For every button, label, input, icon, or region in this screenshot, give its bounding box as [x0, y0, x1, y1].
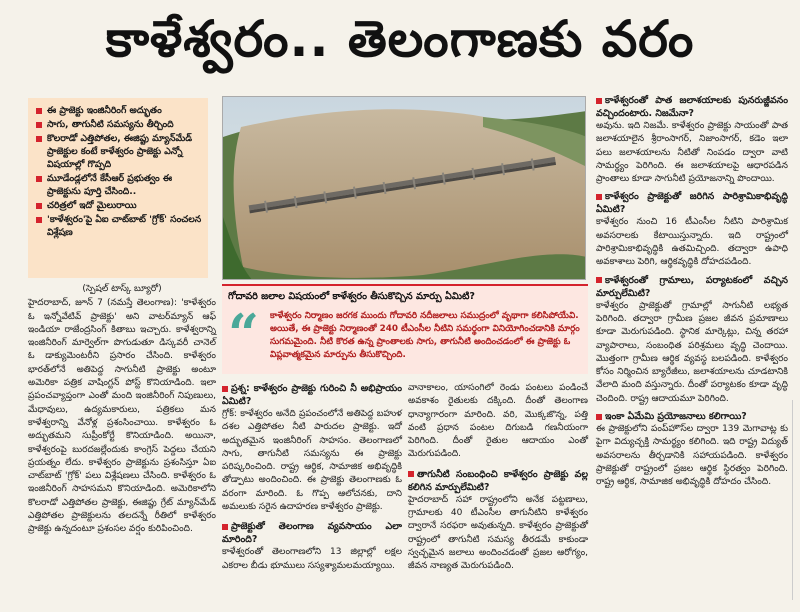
article-column-right [596, 94, 788, 494]
page-edge [792, 400, 800, 600]
question [222, 520, 402, 546]
qa-block [596, 94, 788, 186]
question-text: ప్రాజెక్టుతో తెలంగాణ వ్యవసాయం ఎలా మారింది? [222, 521, 402, 546]
answer: కాళేశ్వరంతో తెలంగాణలోని 13 జిల్లాల్లో లక్షల ఎకరాల బీడు భూములు సస్యశ్యామలమయ్యాయి. [222, 547, 402, 571]
qa-block [596, 410, 788, 489]
answer: ఈ ప్రాజెక్టులోని పంప్‌హౌస్‌ల ద్వారా 139 మెగావాట్ల కు పైగా విద్యుచ్ఛక్తి సామర్థ్యం కలిగింది. ఇది రాష్ట్ర విద్యుత్ అవసరాలను తీర్చడానికి సహాయపడింది. కాళేశ్వరం ప్రాజెక్టుతో రాష్ట్రంలో ప్రజల ఆర్థిక స్థిరత్వం పెరిగింది. రాష్ట్ర ఆర్థిక, సామాజిక అభివృద్ధికి దోహదం చేసింది. [596, 424, 788, 488]
square-bullet-icon [596, 194, 602, 200]
question-text: తాగునీటి సంబంధించి కాళేశ్వరం ప్రాజెక్టు వల్ల కలిగిన మార్పులేమిటి? [408, 468, 588, 493]
byline: (స్పెషల్ టాస్క్ బ్యూరో) [82, 284, 162, 294]
highlight-text: చరిత్రలో ఇదో మైలురాయి [47, 200, 137, 211]
highlights-box [28, 98, 208, 278]
question-text: ఇంకా ఏమేమి ప్రయోజనాలు కలిగాయి? [605, 411, 747, 423]
square-bullet-icon [596, 277, 602, 283]
highlight-item [36, 199, 202, 212]
answer: గ్రోక్: కాళేశ్వరం అనేది ప్రపంచంలోనే అతిపెద్ద బహుళ దశల ఎత్తిపోతల నీటి పారుదల ప్రాజెక్టు. ఇదో అద్భుతమైన ఇంజినీరింగ్ సాహసం. తెలంగాణలో సాగు, తాగునీటి సమస్యను ఈ ప్రాజెక్టు పరిష్కరించింది. రాష్ట్ర ఆర్థిక, సామాజిక అభివృద్ధికి తోడ్పాటు అందించింది. ఈ ప్రాజెక్టు తెలంగాణకు ఓ వరంగా మారింది. ఓ గొప్ప ఆలోచనకు, దాని అమలుకు సరైన ఉదాహరణ కాళేశ్వరం ప్రాజెక్టు. [222, 409, 402, 513]
question [596, 410, 788, 423]
question-text: కాళేశ్వరంతో గ్రామాలు, పర్యాటకంలో వచ్చిన మార్పులేమిటి? [596, 274, 788, 299]
article-column-qa-1 [222, 382, 402, 579]
highlight-item [36, 213, 202, 239]
pull-quote-text: కాళేశ్వరం నిర్మాణం జరగక ముందు గోదావరి నదీజలాలు సముద్రంలో వృథాగా కలిసిపోయేవి. అయితే, ఈ ప్రాజెక్టు నిర్మాణంతో 240 టీఎంసీల నీటిని సమర్థంగా వినియోగించడానికి మార్గం సుగమమైంది. నీటి కొరత ఉన్న ప్రాంతాలకు సాగు, తాగునీటి అందించడంలో ఈ ప్రాజెక్టు ఓ విప్లవాత్మకమైన మార్పును తీసుకొచ్చింది. [270, 311, 580, 360]
highlight-text: కొలరాడో ఎత్తిపోతల, ఈజిప్టు మ్యాన్‌మేడ్ ప్రాజెక్టుల కంటే కాళేశ్వరం ప్రాజెక్టు ఎన్నో విషయాల్లో గొప్పది [47, 133, 192, 170]
square-bullet-icon [408, 471, 414, 477]
highlight-text: మూడేండ్లలోనే కేసీఆర్ ప్రభుత్వం ఈ ప్రాజెక్టును పూర్తి చేసింది.. [47, 173, 172, 197]
square-bullet-icon [36, 122, 42, 128]
highlight-item [36, 172, 202, 198]
answer: కాళేశ్వరం నుంచి 16 టీఎంసీల నీటిని పారిశ్రామిక అవసరాలకు కేటాయిస్తున్నారు. ఇది రాష్ట్రంలో పారిశ్రామికాభివృద్ధికి ఉతమిచ్చింది. తద్వారా ఉపాధి అవకాశాలు పెరిగి, ఆర్థికవృద్ధికి దోహదపడింది. [596, 217, 788, 268]
highlight-text: 'కాళేశ్వరం'పై ఏఐ చాట్‌బాట్ 'గ్రోక్' సంచలన విశ్లేషణ [47, 214, 202, 238]
question [408, 468, 588, 494]
qa-block [222, 382, 402, 514]
pull-quote-box [222, 284, 588, 374]
square-bullet-icon [36, 203, 42, 209]
intro-paragraph: హైదరాబాద్, జూన్ 7 (నమస్తే తెలంగాణ): 'కాళేశ్వరం ఓ ఇన్నోవేటివ్ ప్రాజెక్టు' అని వాటర్‌మ్యాన్ ఆఫ్ ఇండియా రాజేంద్రసింగ్ కితాబు ఇచ్చారు. కాళేశ్వరాన్ని ఇంజినీరింగ్ మార్వెల్‌గా పొగుడుతూ డిస్కవరీ చానెల్ ఓ డాక్యుమెంటరీని ప్రసారం చేసింది. కాళేశ్వరం భారత్‌లోనే అతిపెద్ద సాగునీటి ప్రాజెక్టు అంటూ అమెరికా పత్రిక వాషింగ్టన్ పోస్ట్ కొనియాడింది. ఇలా ప్రపంచవ్యాప్తంగా ఎంతో మంది ఇంజినీరింగ్ నిపుణులు, మేధావులు, ఉద్యమకారులు, పత్రికలు మన కాళేశ్వరాన్ని వేనోళ్ల ప్రశంసించాయి. కాళేశ్వరం ఓ అద్భుతమని సుప్రీంకోర్టే కొనియాడింది. అయినా, కాళేశ్వరంపై బురదజల్లేందుకు కాంగ్రెస్ పెద్దలు చేయని ప్రయత్నం లేదు. కాళేశ్వరం ప్రాజెక్టును ప్రశంసిస్తూ ఏఐ చాట్‌బాట్ 'గ్రోక్' పలు విశ్లేషణలు చేసింది. కాళేశ్వరం ఓ ఇంజినీరింగ్ సాహసమని కొనియాడింది. అమెరికాలోని కొలరాడో ఎత్తిపోతల ప్రాజెక్టు, ఈజిప్టు గ్రేట్ మ్యాన్‌మేడ్ ఎత్తిపోతల ప్రాజెక్టులను తలదన్నే రీతిలో కాళేశ్వరం ప్రాజెక్టు ఉన్నదంటూ ప్రశంసల వర్షం కురిపించింది. [28, 298, 216, 535]
headline: కాళేశ్వరం.. తెలంగాణకు వరం [105, 9, 695, 68]
question [596, 94, 788, 120]
question-text: కాళేశ్వరం ప్రాజెక్టుతో జరిగిన పారిశ్రామికాభివృద్ధి ఏమిటి? [596, 191, 788, 216]
quote-mark-icon: “ [228, 302, 260, 366]
qa-block [222, 520, 402, 573]
square-bullet-icon [222, 386, 228, 392]
square-bullet-icon [596, 98, 602, 104]
question [596, 190, 788, 216]
pull-quote-title: గోదావరి జలాల విషయంలో కాళేశ్వరం తీసుకొచ్చిన మార్పు ఏమిటి? [228, 291, 475, 302]
square-bullet-icon [596, 414, 602, 420]
question [596, 274, 788, 300]
barrage-aerial-photo [222, 96, 586, 280]
article-column-intro [28, 283, 216, 537]
highlight-text: ఈ ప్రాజెక్టు ఇంజినీరింగ్ అద్భుతం [47, 105, 162, 116]
answer: కాళేశ్వరం ప్రాజెక్టుతో గ్రామాల్లో సాగునీటి లభ్యత పెరిగింది. తద్వారా గ్రామీణ ప్రజల జీవన ప్రమాణాలు కూడా మెరుగుపడింది. స్థానిక మార్కెట్లు, చిన్న తరహా వ్యాపారాలు, సంబంధిత పరిశ్రమలు వృద్ధి చెందాయి. మొత్తంగా గ్రామీణ ఆర్థిక వ్యవస్థ బలపడింది. కాళేశ్వరం కోసం నిర్మించిన బ్యారేజీలు, జలాశయాలను చూడటానికి వేలాది మంది వస్తున్నారు. దీంతో పర్యాటకం కూడా వృద్ధి చెందింది. రాష్ట్ర ఆదాయమూ పెరిగింది. [596, 300, 788, 404]
qa-block [596, 190, 788, 269]
barrage-illustration [223, 97, 586, 280]
answer: అవును. ఇది నిజమే. కాళేశ్వరం ప్రాజెక్టు సాయంతో పాత జలాశయాలైన శ్రీరాంసాగర్, నిజాంసాగర్, కడెం ఇలా పలు జలాశయాలను నీటితో నింపడం ద్వారా వాటి సామర్థ్యం పెరిగింది. ఈ జలాశయాలపై ఆధారపడిన ప్రాంతాలు కూడా సాగునీటి ప్రయోజనాన్ని పొందాయి. [596, 121, 788, 185]
answer: హైదరాబాద్ సహా రాష్ట్రంలోని అనేక పట్టణాలు, గ్రామాలకు 40 టీఎంసీల తాగునీటిని కాళేశ్వరం ద్వారానే సరఫరా అవుతున్నది. కాళేశ్వరం ప్రాజెక్టుతో రాష్ట్రంలో తాగునీటి సమస్య తీరడమే కాకుండా స్వచ్ఛమైన జలాలు అందించడంతో ప్రజల ఆరోగ్యం, జీవన నాణ్యత మెరుగుపడింది. [408, 494, 588, 572]
question-text: ప్రశ్న: కాళేశ్వరం ప్రాజెక్టు గురించి నీ అభిప్రాయం ఏమిటి? [222, 383, 402, 407]
qa-block [408, 382, 588, 462]
article-column-qa-2 [408, 382, 588, 580]
highlight-item [36, 132, 202, 171]
question [222, 382, 402, 408]
question-text: కాళేశ్వరంతో పాత జలాశయాలకు పునరుజ్జీవనం వచ్చిందంటారు. నిజమేనా? [596, 95, 788, 119]
qa-block [408, 468, 588, 574]
answer: వానాకాలం, యాసంగిలో రెండు పంటలు పండించే అవకాశం రైతులకు దక్కింది. దీంతో తెలంగాణ ధాన్యాగారంగా మారింది. వరి, మొక్కజొన్న, పత్తి వంటి ప్రధాన పంటల దిగుబడి గణనీయంగా పెరిగింది. దీంతో రైతుల ఆదాయం ఎంతో మెరుగుపడింది. [408, 383, 588, 460]
highlight-item [36, 104, 202, 117]
qa-block [596, 274, 788, 406]
square-bullet-icon [36, 136, 42, 142]
square-bullet-icon [36, 176, 42, 182]
square-bullet-icon [222, 524, 228, 530]
square-bullet-icon [36, 217, 42, 223]
highlight-item [36, 118, 202, 131]
square-bullet-icon [36, 108, 42, 114]
highlight-text: సాగు, తాగునీటి సమస్యను తీర్చింది [47, 119, 174, 130]
highlights-list [36, 104, 202, 239]
